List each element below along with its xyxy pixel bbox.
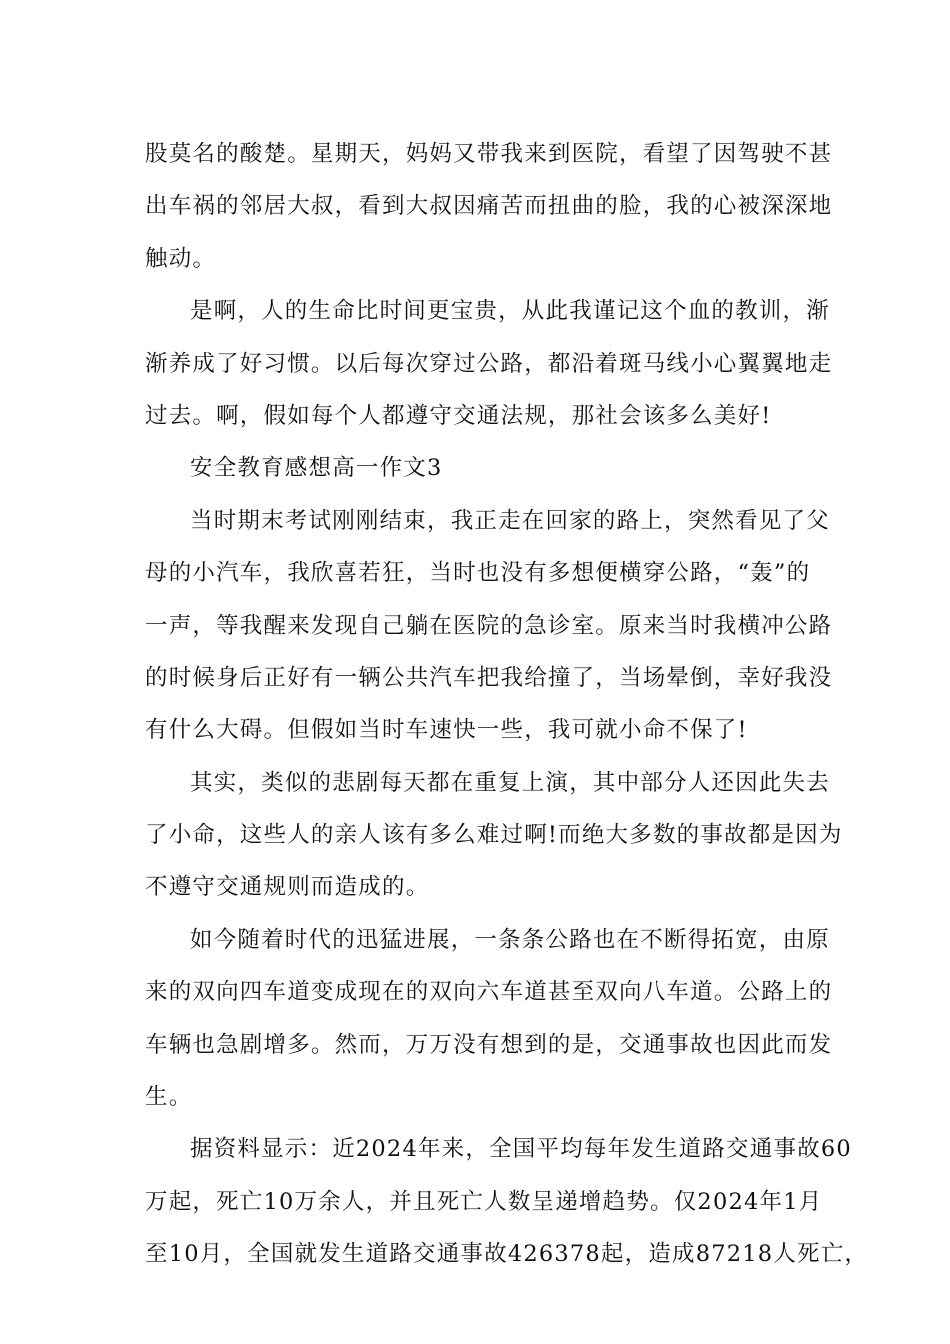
text-line: 生。 (145, 1084, 193, 1111)
text-line: 股莫名的酸楚。星期天，妈妈又带我来到医院，看望了因驾驶不甚 (145, 141, 833, 167)
text-line: 当时期末考试刚刚结束，我正走在回家的路上，突然看见了父 (190, 507, 830, 534)
essay-body (145, 128, 869, 1281)
text-line: 出车祸的邻居大叔，看到大叔因痛苦而扭曲的脸，我的心被深深地 (145, 193, 833, 220)
text-line: 过去。啊，假如每个人都遵守交通法规，那社会该多么美好! (145, 402, 772, 429)
text-line: 万起，死亡10万余人，并且死亡人数呈递增趋势。仅2024年1月 (145, 1188, 823, 1215)
text-line: 触动。 (145, 245, 217, 272)
text-line: 是啊，人的生命比时间更宝贵，从此我谨记这个血的教训，渐 (190, 298, 830, 325)
text-line: 一声，等我醒来发现自己躺在医院的急诊室。原来当时我横冲公路 (145, 612, 833, 639)
text-line: 车辆也急剧增多。然而，万万没有想到的是，交通事故也因此而发 (145, 1031, 833, 1058)
section-heading: 安全教育感想高一作文3 (190, 455, 443, 482)
text-line: 渐养成了好习惯。以后每次穿过公路，都沿着斑马线小心翼翼地走 (145, 350, 833, 377)
text-line: 来的双向四车道变成现在的双向六车道甚至双向八车道。公路上的 (145, 979, 833, 1006)
text-line: 据资料显示：近2024年来，全国平均每年发生道路交通事故60 (190, 1136, 852, 1163)
text-line: 的时候身后正好有一辆公共汽车把我给撞了，当场晕倒，幸好我没 (145, 664, 833, 691)
text-line: 如今随着时代的迅猛进展，一条条公路也在不断得拓宽，由原 (190, 926, 830, 953)
text-line: 了小命，这些人的亲人该有多么难过啊!而绝大多数的事故都是因为 (145, 822, 843, 849)
text-line: 母的小汽车，我欣喜若狂，当时也没有多想便横穿公路，“轰”的 (145, 560, 811, 587)
text-line: 有什么大碍。但假如当时车速快一些，我可就小命不保了! (145, 717, 748, 744)
text-line: 其实，类似的悲剧每天都在重复上演，其中部分人还因此失去 (190, 769, 830, 796)
text-line: 不遵守交通规则而造成的。 (145, 874, 430, 901)
text-line: 至10月，全国就发生道路交通事故426378起，造成87218人死亡， (145, 1241, 869, 1268)
